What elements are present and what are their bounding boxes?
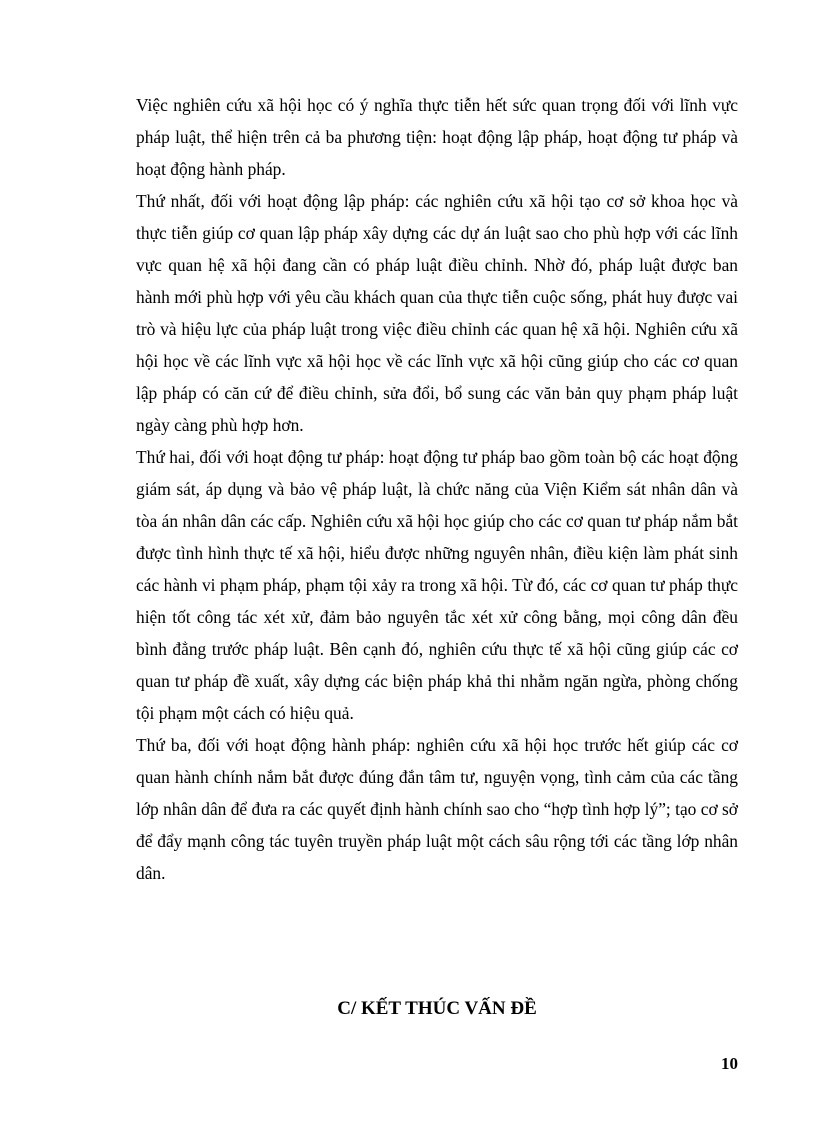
body-text bbox=[136, 89, 738, 889]
page-number: 10 bbox=[721, 1054, 738, 1073]
paragraph-legislative: Thứ nhất, đối với hoạt động lập pháp: các nghiên cứu xã hội tạo cơ sở khoa học và thực tiễn giúp cơ quan lập pháp xây dựng các dự án luật sao cho phù hợp với các lĩnh vực quan hệ xã hội đang cần có pháp luật điều chỉnh. Nhờ đó, pháp luật được ban hành mới phù hợp với yêu cầu khách quan của thực tiễn cuộc sống, phát huy được vai trò và hiệu lực của pháp luật trong việc điều chỉnh các quan hệ xã hội. Nghiên cứu xã hội học về các lĩnh vực xã hội học về các lĩnh vực xã hội cũng giúp cho các cơ quan lập pháp có căn cứ để điều chỉnh, sửa đổi, bổ sung các văn bản quy phạm pháp luật ngày càng phù hợp hơn. bbox=[136, 191, 738, 435]
paragraph-executive: Thứ ba, đối với hoạt động hành pháp: nghiên cứu xã hội học trước hết giúp các cơ quan hành chính nắm bắt được đúng đắn tâm tư, nguyện vọng, tình cảm của các tầng lớp nhân dân để đưa ra các quyết định hành chính sao cho “hợp tình hợp lý”; tạo cơ sở để đẩy mạnh công tác tuyên truyền pháp luật một cách sâu rộng tới các tầng lớp nhân dân. bbox=[136, 735, 738, 883]
paragraph-introduction: Việc nghiên cứu xã hội học có ý nghĩa thực tiễn hết sức quan trọng đối với lĩnh vực pháp luật, thể hiện trên cả ba phương tiện: hoạt động lập pháp, hoạt động tư pháp và hoạt động hành pháp. bbox=[136, 95, 738, 179]
paragraph-judicial: Thứ hai, đối với hoạt động tư pháp: hoạt động tư pháp bao gồm toàn bộ các hoạt động giám sát, áp dụng và bảo vệ pháp luật, là chức năng của Viện Kiểm sát nhân dân và tòa án nhân dân các cấp. Nghiên cứu xã hội học giúp cho các cơ quan tư pháp nắm bắt được tình hình thực tế xã hội, hiểu được những nguyên nhân, điều kiện làm phát sinh các hành vi phạm pháp, phạm tội xảy ra trong xã hội. Từ đó, các cơ quan tư pháp thực hiện tốt công tác xét xử, đảm bảo nguyên tắc xét xử công bằng, mọi công dân đều bình đẳng trước pháp luật. Bên cạnh đó, nghiên cứu thực tế xã hội cũng giúp các cơ quan tư pháp đề xuất, xây dựng các biện pháp khả thi nhằm ngăn ngừa, phòng chống tội phạm một cách có hiệu quả. bbox=[136, 447, 738, 723]
section-heading: C/ KẾT THÚC VẤN ĐỀ bbox=[337, 998, 537, 1019]
